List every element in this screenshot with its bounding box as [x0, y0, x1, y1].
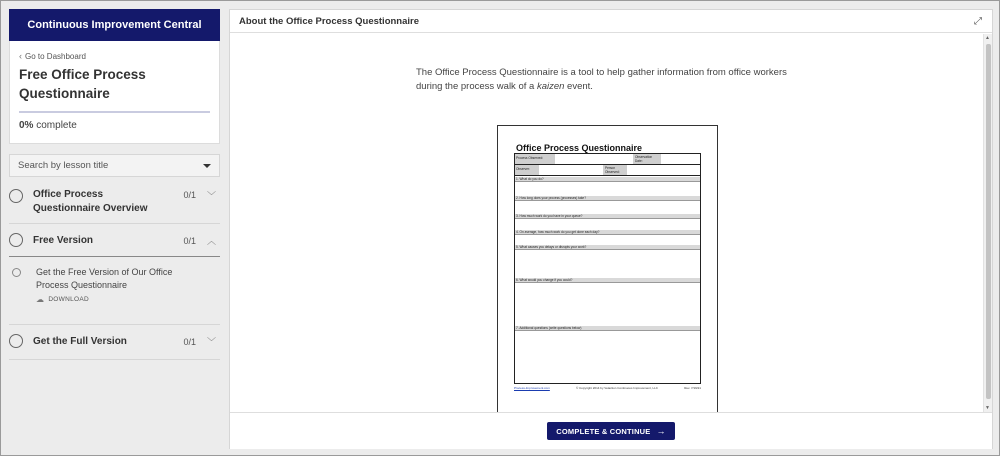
- back-link-label: Go to Dashboard: [25, 51, 86, 61]
- progress-percent: 0%: [19, 120, 34, 131]
- lesson-panel: [229, 9, 993, 449]
- lesson-list: [9, 182, 220, 360]
- incomplete-circle-icon: [9, 233, 23, 247]
- chevron-down-icon[interactable]: ﹀: [206, 337, 216, 347]
- document-question: 4. On average, how much work do you get done each day?: [516, 230, 600, 234]
- document-question: 6. What would you change if you could?: [516, 278, 573, 282]
- chevron-up-icon[interactable]: ︿: [206, 236, 216, 246]
- chevron-down-icon[interactable]: ﹀: [206, 191, 216, 201]
- download-label: [36, 295, 220, 304]
- course-card: [9, 41, 220, 144]
- section-count: 0/1: [183, 190, 196, 200]
- document-question-row: [515, 177, 700, 182]
- intro-text-start: The Office Process Questionnaire is a tool to help gather information from office workers during the process walk of a: [416, 67, 787, 92]
- document-footer: [514, 386, 701, 390]
- document-footer-link: Process-Improvement.com: [514, 386, 550, 390]
- lesson-item-title: Get the Free Version of Our Office Process Questionnaire: [36, 267, 173, 290]
- document-field-row: [515, 165, 700, 176]
- document-footer-copyright: © Copyright 2014 by Velaction Continuous Improvement, LLC: [576, 386, 658, 390]
- document-question: 2. How long does your process (processes) take?: [516, 196, 586, 200]
- scroll-up-arrow-icon[interactable]: ▲: [985, 35, 990, 41]
- lesson-content: [230, 34, 984, 412]
- caret-down-icon: [203, 164, 211, 168]
- course-sidebar: [9, 9, 220, 449]
- incomplete-circle-icon: [9, 189, 23, 203]
- document-field-label: Observation Date:: [635, 155, 653, 163]
- document-footer-rev: Rev. 7/19/21: [684, 386, 701, 390]
- document-field-label: Observer:: [516, 167, 530, 171]
- document-question: 1. What do you do?: [516, 177, 544, 181]
- intro-paragraph: [416, 66, 806, 94]
- download-text: DOWNLOAD: [48, 296, 89, 303]
- document-question: 5. What causes you delays or disrupts your work?: [516, 245, 587, 249]
- intro-italic-term: kaizen: [536, 81, 565, 92]
- lesson-footer: [230, 412, 992, 449]
- progress-suffix: complete: [36, 120, 77, 131]
- incomplete-circle-icon: [12, 268, 21, 277]
- document-question-row: [515, 214, 700, 219]
- intro-text-end: event.: [564, 81, 593, 92]
- lesson-section-overview[interactable]: [9, 182, 220, 224]
- chevron-left-icon: ‹: [19, 51, 22, 61]
- go-to-dashboard-link[interactable]: [19, 51, 210, 61]
- document-title: Office Process Questionnaire: [516, 143, 643, 153]
- document-question-row: [515, 196, 700, 201]
- cloud-download-icon: ☁: [36, 295, 45, 304]
- content-scrollbar[interactable]: [983, 34, 992, 412]
- scroll-thumb[interactable]: [986, 44, 991, 399]
- course-title: Free Office Process Questionnaire: [19, 67, 146, 101]
- incomplete-circle-icon: [9, 334, 23, 348]
- section-title: Office Process Questionnaire Overview: [33, 189, 148, 214]
- progress-bar: [19, 111, 210, 113]
- course-header[interactable]: Continuous Improvement Central: [9, 9, 220, 41]
- progress-text: [19, 120, 210, 131]
- lesson-title: About the Office Process Questionnaire: [239, 15, 420, 27]
- section-title: Free Version: [33, 235, 94, 246]
- document-field-label: Person Observed:: [605, 166, 620, 174]
- document-field-row: [515, 154, 700, 165]
- search-placeholder: Search by lesson title: [18, 160, 109, 171]
- section-count: 0/1: [183, 236, 196, 246]
- complete-button-label: COMPLETE & CONTINUE: [556, 426, 651, 436]
- document-question-row: [515, 278, 700, 283]
- expand-icon[interactable]: ⤢: [974, 15, 982, 27]
- scroll-down-arrow-icon[interactable]: ▼: [985, 405, 990, 411]
- document-field-label: Process Observed:: [516, 156, 544, 160]
- section-title: Get the Full Version: [33, 336, 127, 347]
- document-form: [514, 153, 701, 384]
- lesson-header: [230, 10, 992, 33]
- arrow-right-icon: →: [656, 426, 666, 436]
- complete-and-continue-button[interactable]: [547, 422, 674, 440]
- questionnaire-preview-image: [497, 125, 718, 412]
- section-count: 0/1: [183, 337, 196, 347]
- lesson-item-free-version[interactable]: [9, 257, 220, 325]
- document-question-row: [515, 230, 700, 235]
- lesson-search-dropdown[interactable]: [9, 154, 220, 177]
- document-question-row: [515, 326, 700, 331]
- lesson-section-full-version[interactable]: [9, 325, 220, 360]
- document-question: 7. Additional questions (write questions below): [516, 326, 582, 330]
- document-question-row: [515, 245, 700, 250]
- lesson-section-free-version[interactable]: [9, 224, 220, 257]
- document-question: 3. How much work do you have in your queue?: [516, 214, 583, 218]
